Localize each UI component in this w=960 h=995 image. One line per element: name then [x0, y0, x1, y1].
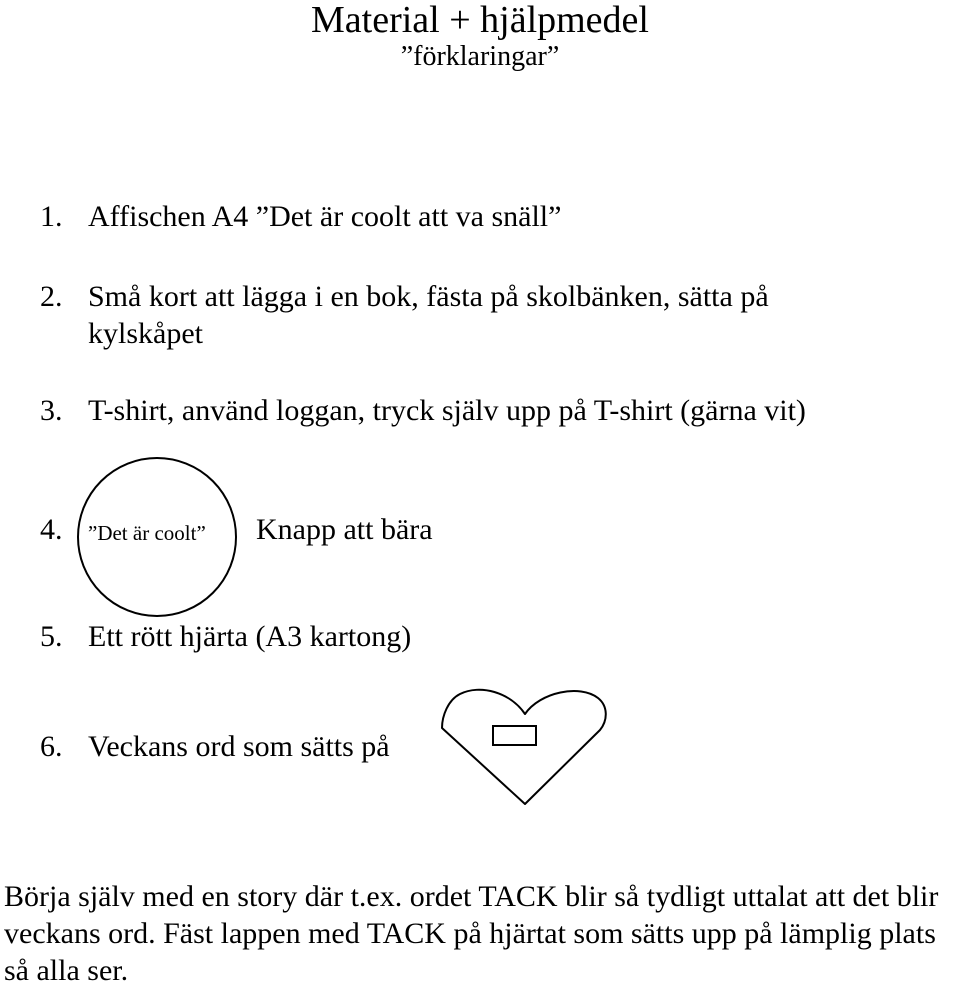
word-card-rectangle [493, 726, 536, 745]
list-item-4-number: 4. [40, 513, 63, 546]
heart-outline [442, 690, 606, 804]
list-item-text: Veckans ord som sätts på [88, 730, 390, 763]
list-item-number: 5. [40, 620, 63, 653]
list-item-text: Små kort att lägga i en bok, fästa på skolbänken, sätta på [88, 280, 769, 313]
list-item-1 [40, 199, 940, 235]
page-title: Material + hjälpmedel [311, 0, 649, 41]
page-subtitle: ”förklaringar” [400, 41, 560, 72]
list-item-number: 2. [40, 280, 63, 313]
heart-shape [440, 686, 610, 808]
list-item-2 [40, 279, 940, 355]
list-item-text: T-shirt, använd loggan, tryck själv upp på T-shirt (gärna vit) [88, 394, 806, 427]
button-badge-text: ”Det är coolt” [88, 521, 206, 545]
list-item-number: 3. [40, 394, 63, 427]
list-item-number: 1. [40, 200, 63, 233]
list-item-text-continued: kylskåpet [88, 317, 203, 350]
list-item-text: Affischen A4 ”Det är coolt att va snäll” [88, 200, 562, 233]
list-item-text: Ett rött hjärta (A3 kartong) [88, 620, 412, 653]
list-item-3 [40, 393, 940, 429]
instruction-paragraph: Börja själv med en story där t.ex. ordet TACK blir så tydligt uttalat att det blir veckans ord. Fäst lappen med TACK på hjärtat som sätts upp på lämplig plats så alla ser. [4, 880, 939, 987]
list-item-number: 6. [40, 730, 63, 763]
list-item-4-text: Knapp att bära [256, 513, 433, 546]
list-item-5 [40, 619, 940, 655]
